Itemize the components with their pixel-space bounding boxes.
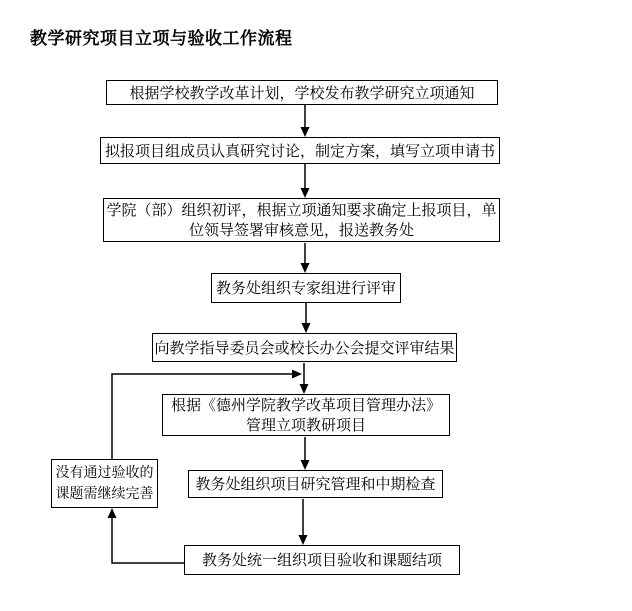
node-text-line2: 课题需继续完善 <box>55 485 154 502</box>
arrowhead-right-icon <box>292 370 302 379</box>
node-text-line2: 位领导签署审核意见，报送教务处 <box>188 221 414 239</box>
node-text-line1: 没有通过验收的 <box>55 464 154 481</box>
arrowhead-down-icon <box>301 127 310 137</box>
node-midterm-check <box>188 470 443 498</box>
node-text: 教务处组织专家组进行评审 <box>215 279 396 297</box>
node-text: 向教学指导委员会或校长办公会提交评审结果 <box>154 338 455 357</box>
node-text: 拟报项目组成员认真研究讨论，制定方案，填写立项申请书 <box>104 141 495 160</box>
node-text: 教务处统一组织项目验收和课题结项 <box>201 551 442 569</box>
arrowhead-up-icon <box>108 508 117 518</box>
node-acceptance <box>184 545 460 575</box>
node-manage-projects <box>162 394 450 436</box>
node-text: 教务处组织项目研究管理和中期检查 <box>195 475 436 493</box>
node-text-line1: 学院（部）组织初评，根据立项通知要求确定上报项目，单 <box>106 201 497 219</box>
node-rework <box>51 459 158 508</box>
arrowhead-down-icon <box>301 460 310 470</box>
arrowhead-down-icon <box>302 323 311 333</box>
node-text: 根据学校教学改革计划，学校发布教学研究立项通知 <box>129 83 475 102</box>
page-title: 教学研究项目立项与验收工作流程 <box>30 29 293 49</box>
arrowhead-down-icon <box>301 263 310 273</box>
node-draft-application <box>100 137 500 164</box>
arrowhead-down-icon <box>299 535 308 545</box>
node-college-review <box>103 198 500 242</box>
node-text-line2: 管理立项教研项目 <box>245 416 366 434</box>
node-publish-notice <box>106 80 498 105</box>
node-expert-review <box>211 273 401 303</box>
node-submit-results <box>152 333 457 362</box>
arrowhead-down-icon <box>301 188 310 198</box>
node-text-line1: 根据《德州学院教学改革项目管理办法》 <box>170 396 441 414</box>
arrowhead-down-icon <box>300 384 309 394</box>
connector-acceptance-to-rework <box>112 517 184 563</box>
